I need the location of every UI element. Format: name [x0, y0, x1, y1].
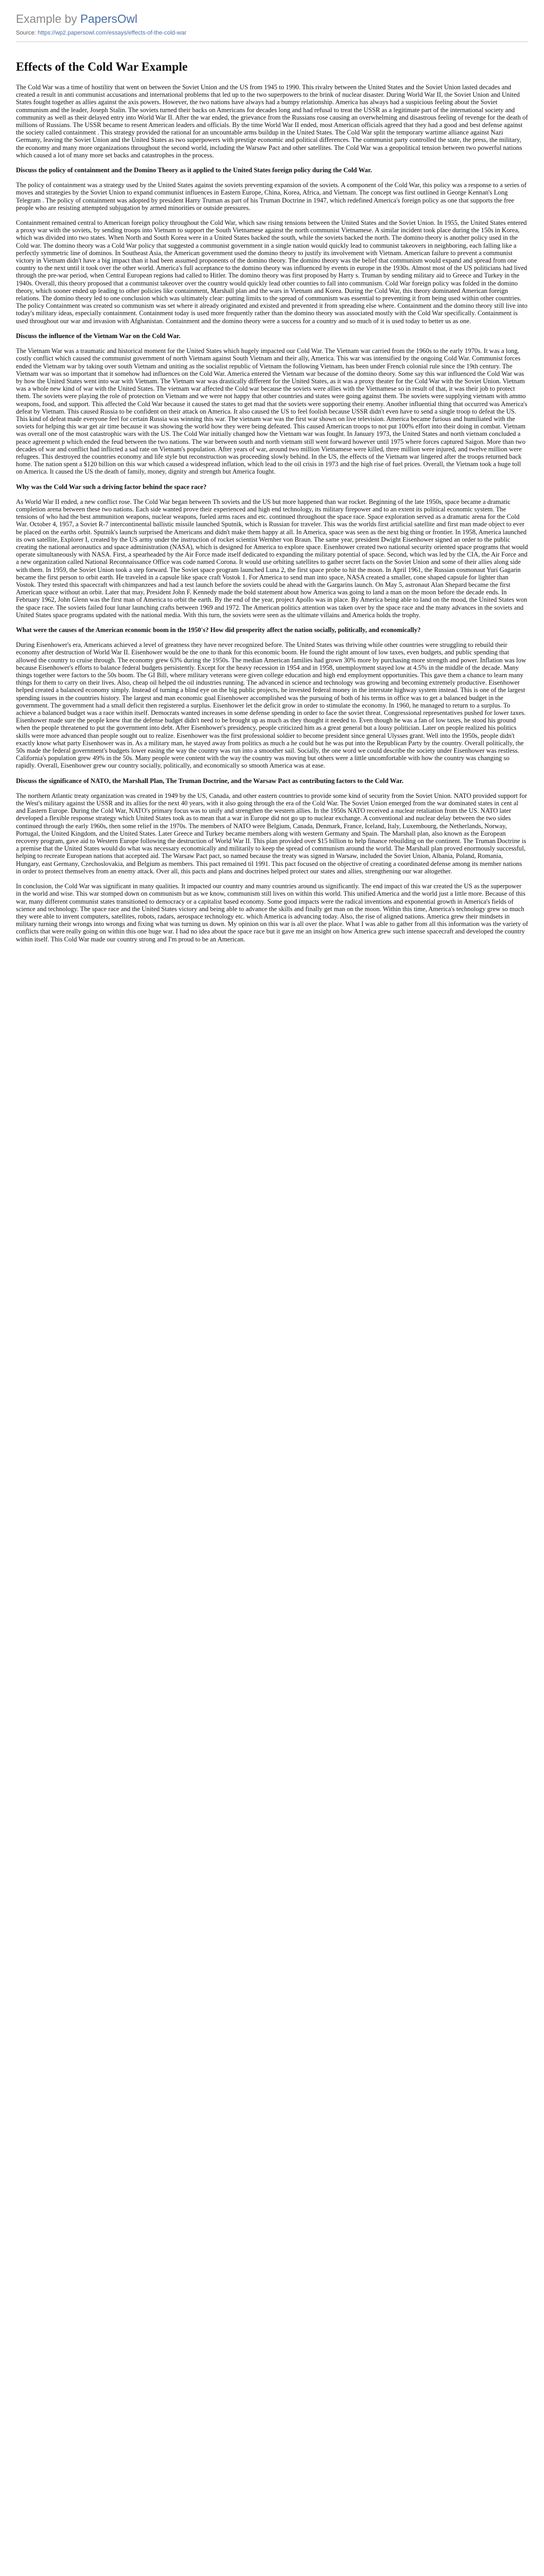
- document-title: Effects of the Cold War Example: [16, 60, 188, 73]
- brand-line: [16, 12, 528, 27]
- site-header: [0, 0, 544, 36]
- source-line: [16, 30, 528, 36]
- brand-name[interactable]: PapersOwl: [80, 12, 138, 26]
- paragraph-containment-2: Containment remained central to American foreign policy throughout the Cold War, which saw rising tensions between the United States and the Soviet Union. In 1955, the United States entered a proxy war with the soviets, by sending troops into Vietnam to support the South Vietnamese against the north communist Vietnamese. A similar incident took place during the 150s in Korea, which was divided into two states. When North and South Korea were in a United States backed the south, while the soviets backed the north. The domino theory is another policy used in the Cold war. The domino theory was a Cold War policy that suggested a communist government in a single nation would quickly lead to communist takeovers in neighboring, each falling like a perfectly symmetric line of dominos. In Southeast Asia, the American government used the domino theory to justify its involvement with Vietnam. American failure to prevent a communist victory in Vietnam didn't have a big impact than it had been assumed proponents of the domino theory. The domino theory was the belief that communism would expand and spread from one country to the next until it took over the other world. America's full acceptance to the domino theory was influenced by events in europe in the 1930s. Almost most of the US politicians had lived through the pre-war period, when Central European regions had called to Hitler. The domino theory was first proposed by Harry s. Truman by sending military aid to Greece and Turkey in the 1940s. Overall, this theory proposed that a communist takeover over the country would quickly lead other counties to fall into communism. Cold War foreign policy was folded in the domino theory, which sooner ended up leading to other policies like containment, Marshall plan and the wars in Vietnam and Korea. During the Cold War, this theory dominated American foreign relations. The domino theory led to one conclusion which was ultimately clear: putting limits to the spread of communism was essential to preventing it from being used within other countries. The policy Containment was created so communism was set where it already originated and existed and prevented it from spreading else where. Containment and the domino theory still live into today's military ideas, especially containment. Containment today is used more frequently rather than the domino theory was associated mostly with the Cold War specifically. Containment is used throughout our war and invasion with Afghanistan. Containment and the domino theory were a success for a country and so much of it is used today to better us as one.: [16, 219, 528, 325]
- header-divider: [16, 41, 528, 42]
- paragraph-containment-1: The policy of containment was a strategy used by the United States against the soviets preventing expansion of the soviets. A component of the Cold War, this policy was a response to a series of moves and strategies by the Soviet Union to expand communist influences in Eastern Europe, China, Korea, Africa, and Vietnam. The concept was first outlined in George Kennan's Long Telegram . The policy of containment was adopted by president Harry Truman as part of his Truman Doctrine in 1947, which redefined America's foreign policy as one that supports the free people who are resisting attempted subjugation by armed minorities or outside pressures.: [16, 181, 527, 212]
- question-economic-boom: What were the causes of the American economic boom in the 1950's? How did prosperity affect the nation socially, politically, and economically?: [16, 626, 421, 634]
- question-containment: Discuss the policy of containment and the Domino Theory as it applied to the United States foreign policy during the Cold War.: [16, 166, 372, 174]
- question-nato: Discuss the significance of NATO, the Marshall Plan, The Truman Doctrine, and the Warsaw Pact as contributing factors to the Cold War.: [16, 777, 404, 785]
- document-body: [0, 60, 544, 943]
- paragraph-nato: The northern Atlantic treaty organization was created in 1949 by the US, Canada, and other eastern countries to provide some kind of security from the Soviet Union. NATO provided support for the West's military against the USSR and its allies for the next 40 years, with it also going through the era of the Cold War. The Soviet Union emerged from the war dominated states in cent al and Eastern Europe. During the Cold War, NATO's primary focus was to unify and strengthen the western allies. In the 1950s NATO received a nuclear retaliation from the US. NATO later developed a flexible response strategy which United States took as to mean that a war in Europe did not go up to nuclear exchange. A conventional and nuclear delay between the two sides continued through the early 1960s, then some relief in the 1970s. The members of NATO were Belgium, Canada, Denmark, France, Iceland, Italy, Luxembourg, the Netherlands, Norway, Portugal, the United Kingdom, and the United States. Later Greece and Turkey became members along with western Germany and Spain. The Marshall plan, also known as the European recovery program, gave aid to Western Europe following the destruction of World War II. This plan provided over $15 billion to help finance rebuilding on the continent. The Truman Doctrine is a premise that the United States would do what was necessary economically and militarily to keep the spread of communism around the world. The Marshall plan proved enormously successful, helping to recreate European nations that accepted aid. The Warsaw Pact pact, so named because the treaty was signed in Warsaw, included the Soviet Union, Albania, Poland, Romania, Hungary, east Germany, Czechoslovakia, and Belgium as members. This pact remained til 1991. This pact focused on the objective of creating a coordinated defense among its member nations in order to protect themselves from an enemy attack. Over all, this pacts and plans and doctrines helped protect our states and allies, strengthening our war altogether.: [16, 792, 527, 875]
- brand-prefix: Example by: [16, 12, 81, 26]
- source-label: Source:: [16, 30, 38, 36]
- question-vietnam: Discuss the influence of the Vietnam War on the Cold War.: [16, 332, 181, 340]
- question-space-race: Why was the Cold War such a driving factor behind the space race?: [16, 483, 207, 491]
- paragraph-space-race: As World War II ended, a new conflict rose. The Cold War began between Th soviets and the US but more happened than war rocket. Beginning of the late 1950s, space became a dramatic completion arena between these two nations. Each side wanted prove their experienced and high end technology, its military firepower and to an extent its political economic system. The tensions of who had the best ammunition weapons, nuclear weapons, fueled arms races and etc. continued throughout the space race. Space exploration served as a dramatic arena for the Cold War. October 4, 1957, a Soviet R-7 intercontinental ballistic missile launched Sputnik, which is Russian for traveler. This was the worlds first artificial satellite and first man made object to ever be placed on the earths orbit. Sputnik's launch surprised the Americans and didn't make them happy at all. In America, space was seen as the next big thing or frontier. In 1958, America launched its own satellite, Explorer I, created by the US army under the instruction of rocket scientist Wernher von Braun. The same year, president Dwight Eisenhower signed an order to the public creating the national aeronautics and space administration (NASA), which is designed for America to explore space. Eisenhower created two national security oriented space programs that would operate simultaneously with NASA. First, a spearheaded by the Air Force made itself dedicated to expanding the military potential of space. Second, which was led by the CIA, the Air Force and a new organization called National Reconnaissance Office was code named Corona. It would use orbiting satellites to gather secret facts on the Soviet Union and some of their allies along side with them. In 1959, the Soviet Union took a step forward. The Soviet space program launched Luna 2, the first space probe to hit the moon. In April 1961, the Russian cosmonaut Yuri Gagarin became the first person to orbit earth. He traveled in a capsule like space craft Vostok 1. For America to send man into space, NASA created a smaller, cone shaped capsule for lighter than Vostok. They tested this spacecraft with chimpanzees and had a test launch before the soviets could be ahead with the Gargarins launch. On May 5, astronaut Alan Shepard became the first American space without an orbit. Later that may, President John F. Kennedy made the bold statement about how America was going to land a man on the moon before the decade ends. In February 1962, John Glenn was the first man of America to orbit the earth. By the end of the year, project Apollo was in place. By America being able to land on the mood, the United States won the space race. The soviets failed four lunar launching crafts between 1969 and 1972. The American politics attention was taken over by the space race and the many advances in the soviets and United States space programs updated with the national media. With this turn, the soviets were seen as the ultimate villains and America holds the trophy.: [16, 498, 528, 619]
- paragraph-economic-boom: During Eisenhower's era, Americans achieved a level of greatness they have never recognized before. The United States was thriving while other countries were struggling to rebuild their economy after destruction of World War II. Eisenhower would be the one to thank for this economic boom. He found the right amount of low taxes, even budgets, and public spending that allowed the country to cruise through. The economy grew 63% during the 1950s. The median American families had grown 30% more by purchasing more strength and power. Inflation was low because Eisenhower's efforts to balance federal budgets persistently. Except for the heavy recession in 1954 and in 1958, unemployment stayed low at 4.5% in the middle of the decade. Many things together were factors to the 50s boom. The GI Bill, where military veterans were given college education and high end employment opportunities. This gave them a chance to learn many things for them to carry on their lives. Also, cheap oil helped the oil industries running. The advanced in science and technology was growing and becoming extremely productive. Eisenhower helped created a balanced economy simply. Instead of turning a blind eye on the big public projects, he invested federal money in the interstate highway system instead. This is one of the largest spending issues in the countries history. The largest and man economic goal Eisenhower accomplished was the pursuing of both of his terms in office was to get a balanced budget in the government. The government had a small deficit then registered a surplus. Eisenhower let the deficit grow in order to stimulate the economy. In 1960, he managed to return to a surplus. To achieve a balanced budget was a race within itself. Democrats wanted increases in some defense spending in order to face the soviet threat. Congressional representatives pushed for lower taxes. Eisenhower made sure the people knew that the defense budget didn't need to be brought up as much as they thought it needed to. Even though he was a fan of low taxes, he stood his ground when the people threatened to put the government into debt. After Eisenhower's presidency, people criticized him as a great general but a lousy politician. Later on people realized his politics skills were more advanced than people sought out to realize. Eisenhower was the first professional soldier to become president since general Ulysses grant. Well into the 1950s, people didn't exactly know what party Eisenhower was in. As a military man, he stayed away from politics as much a he could but he was put into the Republican Party by the country. Overall politically, the 50s made the federal government's budgets lower easing the way the country was run into a smoother sail. Socially, the one word we could describe the society under Eisenhower was restless. California's population grew 49% in the 50s. Many people were content with the way the country was moving but others were a little uncomfortable with how the country was changing so rapidly. Overall, Eisenhower grew our country socially, politically, and economically so smooth America was at ease.: [16, 641, 526, 770]
- paragraph-vietnam: The Vietnam War was a traumatic and historical moment for the United States which hugely impacted our Cold War. The Vietnam war carried from the 1960s to the early 1970s. It was a long, costly conflict which caused the communist government of north Vietnam against South Vietnam and their ally, America. This war was intensified by the ongoing Cold War. Communist forces ended the Vietnam war by taking over south Vietnam and uniting as the socialist republic of Vietnam the following Vietnam, has been under French colonial rule since the 19th century. The Vietnam war was so important that it somehow had influences on the Cold War. America entered the Vietnam war because of the domino theory. Some say this war influenced the Cold War was by how the United States went into war with Vietnam. The Vietnam war was drastically different for the United States, as it was a proxy theater for the Cold War with the Soviet Union. Vietnam was a whole new kind of war with the United States. The vietnam war affected the Cold war because the soviets were allies with the Vietnamese so in result of that, it was their job to protect them. The soviets were playing the role of protection on Vietnam and we were not happy that other countries and states were going against them. The soviets were supplying vietnam with ammo weapons, food, and support. This affected the Cold War because it caused the states to get mad that the soviets were supporting their enemy. Another influential thing that occurred was America's defeat by Vietnam. This caused Russia to be confident on their attack on America. It also caused the US to feel foolish because USSR didn't even have to send a single troop to defeat the US. This kind of defeat made everyone feel for certain Russia was winning this war. The vietnam war was the first war shown on live television. America became furious and humiliated with the soviets for helping this war get air time because it was showing the world how they were being defeated. This caused American troops to not put 100% effort into their doing in combat. Vietnam was overall one of the most catastrophic wars with the US. The Cold War initially changed how the Vietnam war was fought. In January 1973, the United States and north vietnam concluded a peace agreement p which ended the feud between the two nations. The war between south and north vietnam still went forward however until 1975 where forces captured Saigon. More than two decades of war and conflict had inflicted a sad rate on Vietnam's population. After years of war, around two million Vietnamese were killed, three million were injured, and twelve million were refugees. This destroyed the countries economy and life style but reconstruction was proceeding slowly behind. In the US, the effects of the Vietnam war lingered after the troops returned back home. The nation spent a $120 billion on this war which caused a widespread inflation, which lead to the oil crisis in 1973 and the high rise of fuel prices. Overall, the Vietnam took a huge toll on America. It caused the US the death of family, money, dignity and strength but America fought.: [16, 347, 528, 476]
- source-link[interactable]: https://wp2.papersowl.com/essays/effects-of-the-cold-war: [37, 30, 186, 36]
- paragraph-conclusion: In conclusion, the Cold War was significant in many qualities. It impacted our country and many countries around us significantly. The end impact of this war created the US as the superpower in the world and wise. This war stomped down on communism but as we know, communism still lives on within this world. This unified America and the world just a little more. Because of this war, many different communist states transitioned to democracy or a capitalist based economy. Some good impacts were the radical inventions and exponential growth in America's fields of science and technology. The space race and the United States victory and being able to advance the skills and finally get man on the moon. Within this time, America's technology grew so much they were able to invent computers, satellites, robots, radars, aerospace technology etc. which America is advancing today. Also, the rise of aligned nations. America grew their mindsets in military turning their wrongs into wrongs and fixing what was turning us down. My opinion on this war is all over the place. What I was able to gather from all this information was the variety of conflicts that were really going on within this one huge war. I had no idea about the space race but it gave me an insight on how America grew such intense spacecraft and developed the country within itself. This Cold War made our country strong and I'm proud to be an American.: [16, 882, 528, 943]
- paragraph-intro: The Cold War was a time of hostility that went on between the Soviet Union and the US from 1945 to 1990. This rivalry between the United States and the Soviet Union lasted decades and created a result in anti communist accusations and international problems that led up to the two superpowers to the brink of nuclear disaster. During World War II, the Soviet Union and United States fought together as allies against the axis powers. However, the two nations have always had a bumpy relationship. America has always had a suspicious feeling about the Soviet communism and the leader, Joseph Stalin. The soviets turned their backs on Americans for decades long and had refusal to treat the USSR as a legitimate part of the international society and community as well as their delayed entry into World War II. After the war ended, the grievance from the Russians rose causing an overwhelming and disastrous feeling of revenge for the death of millions of Russians. The USSR became to resent American leaders and officials. By the time World War II ended, most American officials agreed that they had a good and best defense against the society called containment . This strategy provided the rational for an uncountable arms buildup in the United States. The Cold War split the temporary wartime alliance against Nazi Germany, leaving the Soviet Union and the United States as two superpowers with prestige economic and political differences. The communist party controlled the state, the press, the military, the economy and many more organizations throughout the second world, including the Warsaw Pact and other satellites. The Cold War was a geopolitical tension between two powerful nations which caused a lot of many more set backs and catastrophes in the process.: [16, 83, 528, 159]
